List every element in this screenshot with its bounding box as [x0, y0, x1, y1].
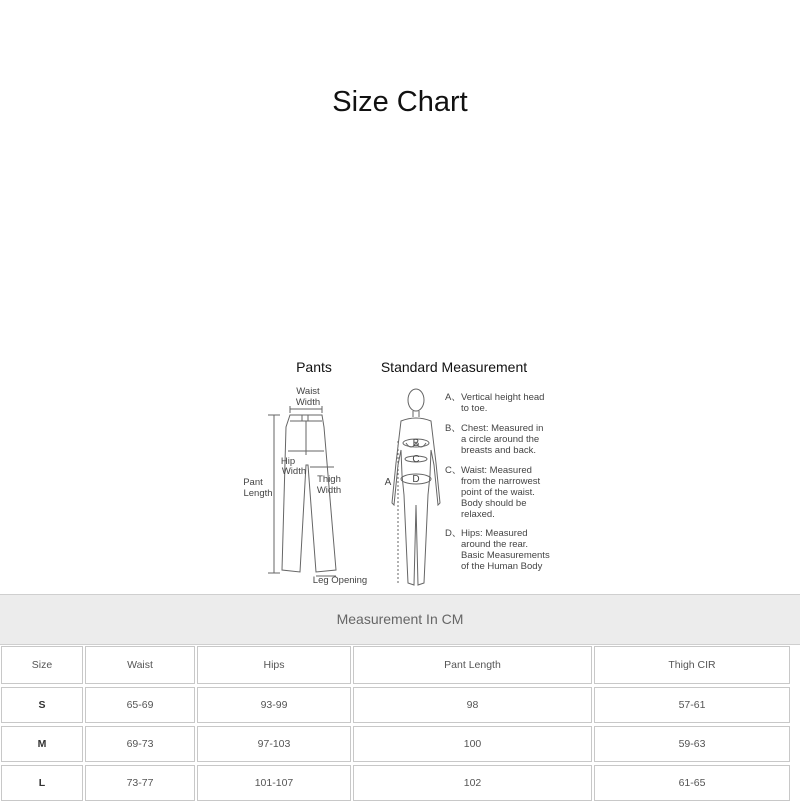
note-c-line-2: from the narrowest: [461, 476, 541, 487]
size-table-section: [0, 594, 800, 800]
note-a-letter: A、: [445, 392, 461, 403]
cell-size: M: [1, 726, 83, 762]
table-caption: Measurement In CM: [0, 594, 800, 645]
cell-pant-length: 100: [353, 726, 592, 762]
col-header-waist: Waist: [85, 646, 195, 684]
col-header-hips: Hips: [197, 646, 351, 684]
size-table: [0, 643, 792, 804]
col-header-size: Size: [1, 646, 83, 684]
length-label: Pant: [243, 477, 263, 488]
leg-opening-label: Leg Opening: [312, 575, 368, 586]
standard-heading: Standard Measurement: [380, 359, 528, 375]
marker-a: A: [384, 477, 392, 488]
cell-hips: 93-99: [197, 687, 351, 723]
cell-hips: 101-107: [197, 765, 351, 801]
cell-thigh-cir: 61-65: [594, 765, 790, 801]
cell-hips: 97-103: [197, 726, 351, 762]
measurement-notes: [445, 392, 550, 572]
measurement-diagram: [236, 355, 566, 591]
note-c-line-4: Body should be: [461, 498, 527, 509]
pants-heading: Pants: [296, 359, 332, 375]
col-header-pant-length: Pant Length: [353, 646, 592, 684]
note-d-line-2: around the rear.: [461, 539, 529, 550]
note-d-line-4: of the Human Body: [461, 561, 543, 572]
note-b-line-1: Chest: Measured in: [461, 423, 544, 434]
page-title: Size Chart: [332, 86, 468, 118]
table-row: [1, 765, 790, 801]
marker-b: B: [412, 438, 420, 449]
waist-label: Waist: [296, 386, 320, 397]
note-a-line-2: to toe.: [461, 403, 488, 414]
note-a-line-1: Vertical height head: [461, 392, 545, 403]
note-b-line-3: breasts and back.: [461, 445, 536, 456]
hip-label-2: Width: [281, 466, 307, 477]
cell-size: L: [1, 765, 83, 801]
note-c-line-3: point of the waist.: [461, 487, 535, 498]
cell-pant-length: 98: [353, 687, 592, 723]
thigh-label-2: Width: [316, 485, 342, 496]
marker-c: C: [412, 454, 420, 465]
table-row: [1, 687, 790, 723]
body-figure: [392, 389, 440, 585]
table-header-row: [1, 646, 790, 684]
cell-waist: 65-69: [85, 687, 195, 723]
marker-d: D: [412, 474, 420, 485]
thigh-label: Thigh: [317, 474, 341, 485]
hip-label: Hip: [280, 456, 296, 467]
note-b-line-2: a circle around the: [461, 434, 540, 445]
note-c-line-1: Waist: Measured: [461, 465, 532, 476]
waist-label-2: Width: [295, 397, 321, 408]
note-d-line-1: Hips: Measured: [461, 528, 528, 539]
note-d-line-3: Basic Measurements: [461, 550, 550, 561]
cell-size: S: [1, 687, 83, 723]
note-c-line-5: relaxed.: [461, 509, 495, 520]
note-c-letter: C、: [445, 465, 462, 476]
cell-thigh-cir: 57-61: [594, 687, 790, 723]
note-b-letter: B、: [445, 423, 461, 434]
col-header-thigh-cir: Thigh CIR: [594, 646, 790, 684]
cell-waist: 69-73: [85, 726, 195, 762]
cell-pant-length: 102: [353, 765, 592, 801]
cell-thigh-cir: 59-63: [594, 726, 790, 762]
note-d-letter: D、: [445, 528, 462, 539]
table-row: [1, 726, 790, 762]
length-label-2: Length: [243, 488, 273, 499]
cell-waist: 73-77: [85, 765, 195, 801]
